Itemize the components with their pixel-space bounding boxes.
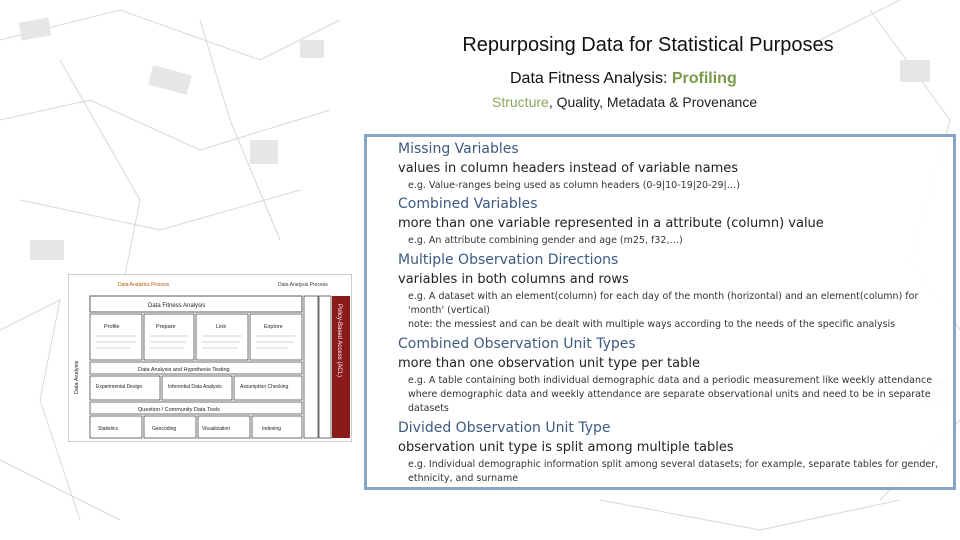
subsub-highlight: Structure xyxy=(492,94,549,110)
section-description: more than one variable represented in a attribute (column) value xyxy=(398,216,824,231)
section-combined-observation-unit-types xyxy=(398,336,948,416)
section-note: note: the messiest and can be dealt with multiple ways according to the needs of the specific analysis xyxy=(408,319,896,330)
section-heading: Combined Variables xyxy=(398,196,538,212)
sub-subtitle xyxy=(492,94,757,110)
section-example: e.g. Value-ranges being used as column headers (0-9|10-19|20-29|…) xyxy=(408,180,740,191)
subtitle-prefix: Data Fitness Analysis: xyxy=(510,70,672,87)
section-heading: Divided Observation Unit Type xyxy=(398,420,611,436)
diagram-row3-1: Inferential Data Analysis xyxy=(168,384,222,390)
diagram-cell-explore: Explore xyxy=(264,324,283,330)
section-example: e.g. A dataset with an element(column) for each day of the month (horizontal) and an element(column) for 'month' (vertical) xyxy=(408,291,919,316)
diagram-row5-1: Geocoding xyxy=(152,426,177,432)
section-heading: Missing Variables xyxy=(398,141,519,157)
diagram-hypothesis: Data Analysis and Hypothesis Testing xyxy=(138,367,230,373)
section-multiple-observation-directions xyxy=(398,252,948,332)
diagram-row3-0: Experimental Design xyxy=(96,384,143,390)
section-example: e.g. An attribute combining gender and age (m25, f32,…) xyxy=(408,235,683,246)
diagram-cell-link: Link xyxy=(216,324,227,330)
diagram-row5-2: Visualization xyxy=(202,426,230,432)
subsub-rest: , Quality, Metadata & Provenance xyxy=(548,94,758,110)
diagram-row3-2: Assumption Checking xyxy=(240,384,289,390)
diagram-top-right: Data Analysis Process xyxy=(278,282,328,288)
section-example: e.g. A table containing both individual demographic data and a periodic measurement like weekly attendance where demographic data and weekly attendance are separate observational units and need to be in separate datasets xyxy=(408,375,933,414)
diagram-right-label: Policy-Based Access (ACL) xyxy=(336,304,342,378)
section-divided-observation-unit-type xyxy=(398,420,948,486)
diagram-top-left: Data Analytics Process xyxy=(118,282,170,288)
subtitle-highlight: Profiling xyxy=(671,70,737,87)
diagram-cell-prepare: Prepare xyxy=(156,324,176,330)
section-description: observation unit type is split among multiple tables xyxy=(398,440,734,455)
section-heading: Combined Observation Unit Types xyxy=(398,336,636,352)
section-heading: Multiple Observation Directions xyxy=(398,252,619,268)
diagram-row5-3: Indexing xyxy=(262,426,281,432)
diagram-cell-profile: Profile xyxy=(104,324,120,330)
process-diagram xyxy=(68,274,352,442)
page-title: Repurposing Data for Statistical Purposes xyxy=(462,34,834,56)
diagram-row5-0: Statistics xyxy=(98,426,119,432)
section-combined-variables xyxy=(398,196,948,248)
section-missing-variables xyxy=(398,141,948,193)
section-description: more than one observation unit type per table xyxy=(398,356,700,371)
section-description: values in column headers instead of variable names xyxy=(398,161,739,176)
diagram-fitness: Data Fitness Analysis xyxy=(148,303,206,309)
subtitle xyxy=(510,70,737,88)
section-example: e.g. Individual demographic information split among several datasets; for example, separate tables for gender, ethnicity, and surname xyxy=(408,459,939,484)
section-description: variables in both columns and rows xyxy=(398,272,629,287)
diagram-question: Question / Community Data Tools xyxy=(138,407,220,413)
diagram-side-label: Data Analysis xyxy=(74,360,80,394)
